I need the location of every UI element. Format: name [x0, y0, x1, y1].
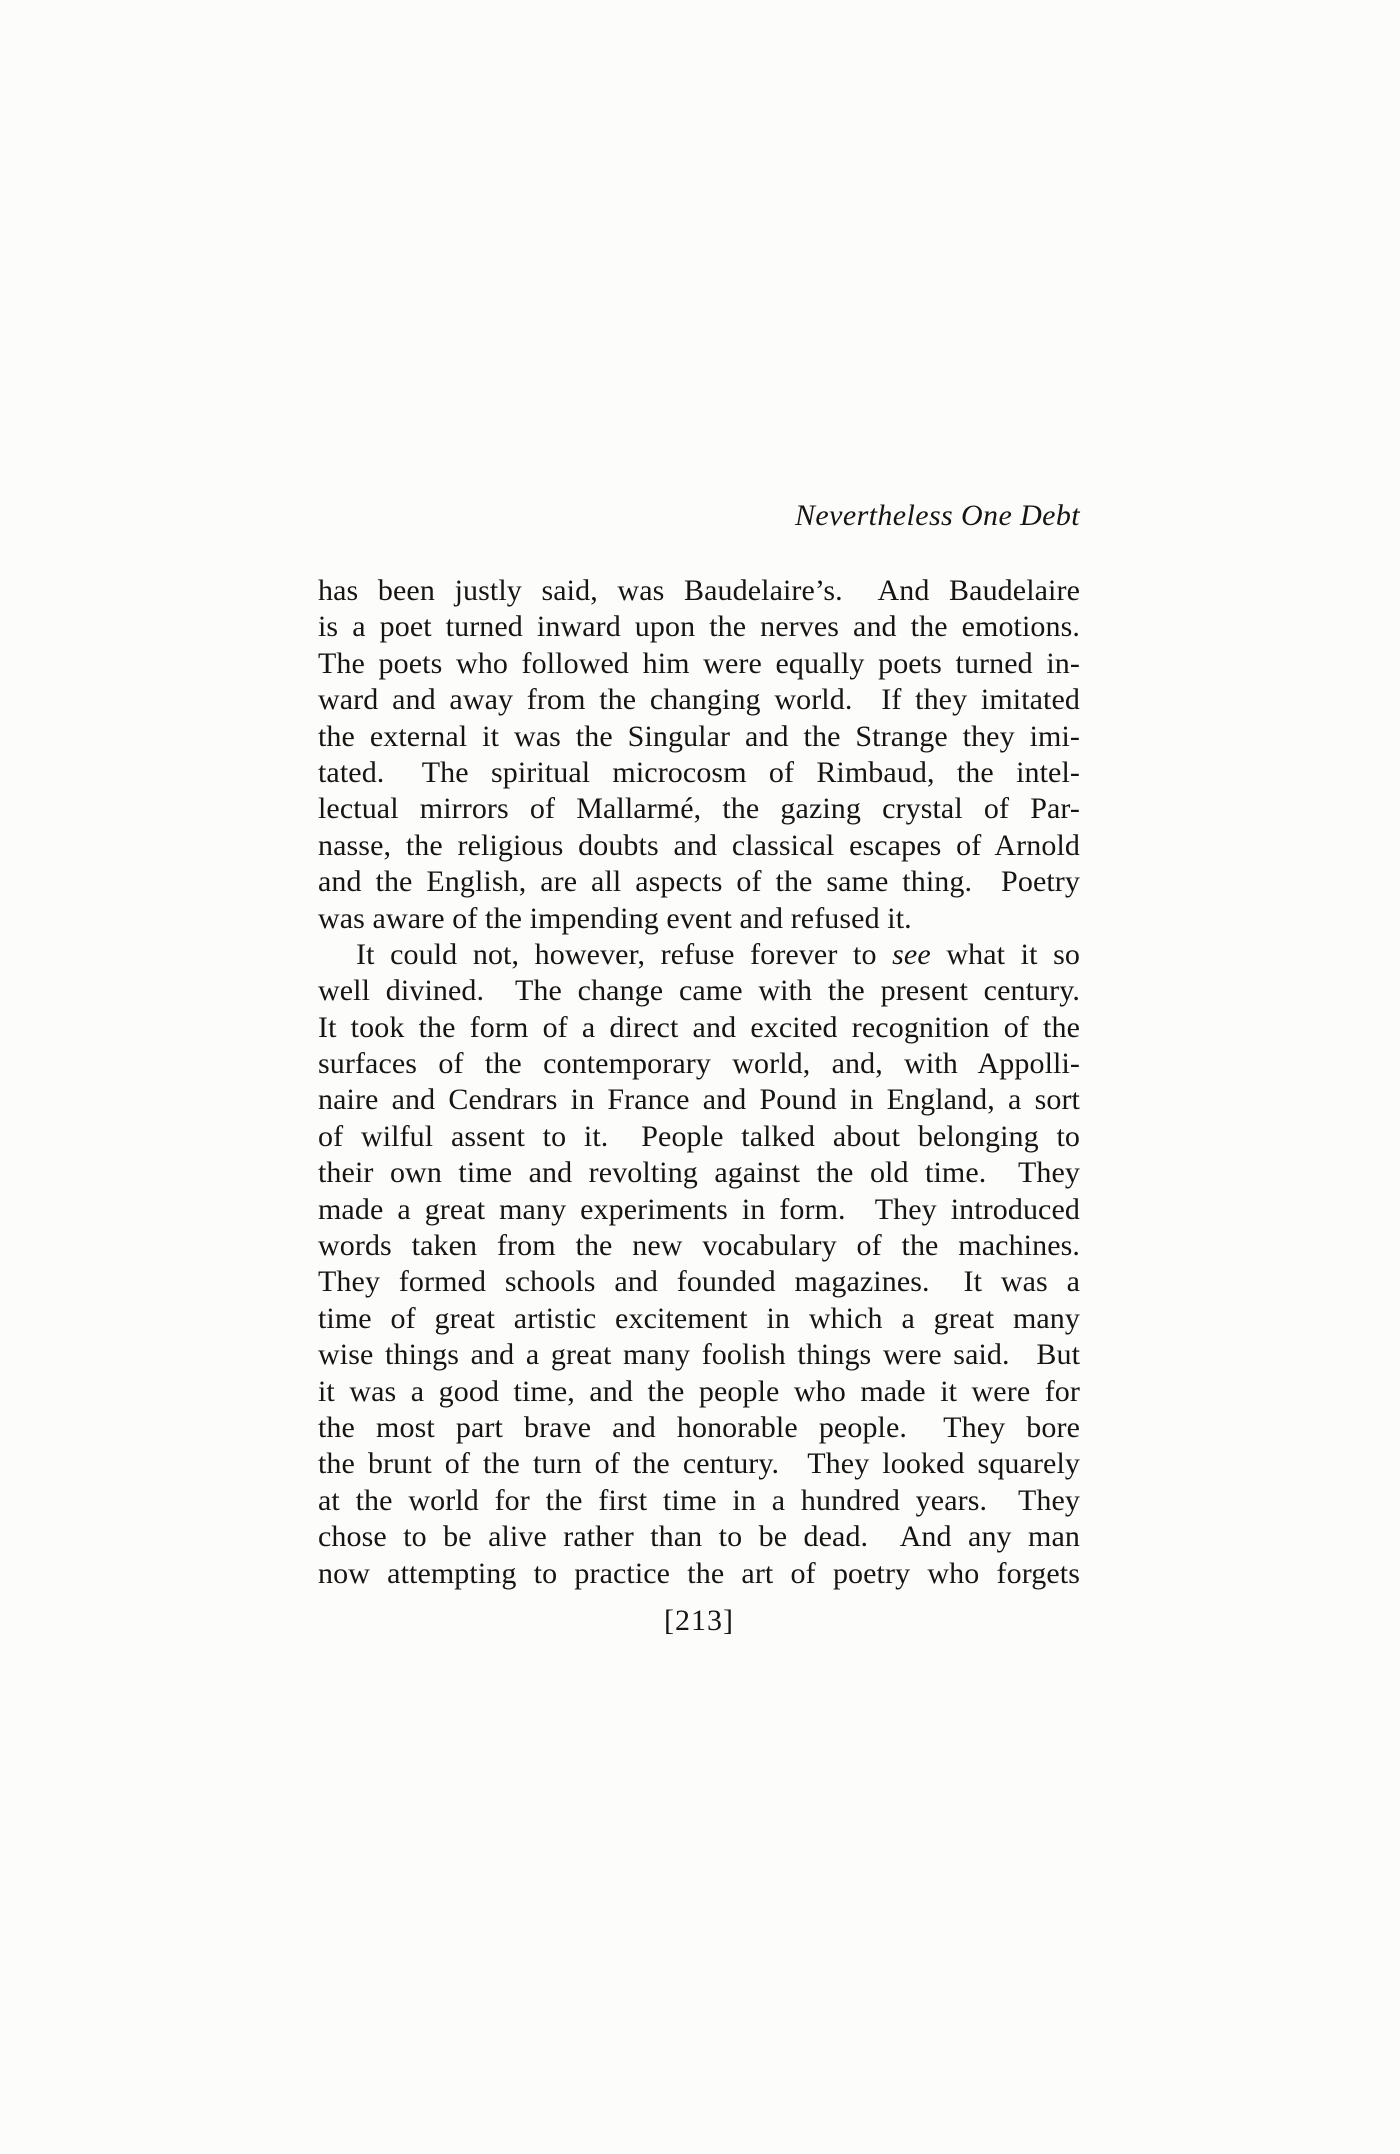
text-run: see: [892, 937, 931, 971]
text-line: [318, 1046, 1080, 1082]
text-line: [318, 1446, 1080, 1482]
body-text: [318, 573, 1080, 1592]
text-run: made a great many experiments in form. They introduced: [318, 1192, 1080, 1226]
text-line: [318, 646, 1080, 682]
text-line: [318, 609, 1080, 645]
text-run: surfaces of the contemporary world, and, with Appolli-: [318, 1047, 1080, 1081]
text-line: [318, 755, 1080, 791]
text-run: well divined. The change came with the present century.: [318, 974, 1080, 1008]
text-line: [318, 937, 1080, 973]
text-line: [318, 1483, 1080, 1519]
running-header: Nevertheless One Debt: [795, 499, 1080, 532]
text-run: It took the form of a direct and excited recognition of the: [318, 1010, 1080, 1044]
text-line: [318, 1192, 1080, 1228]
text-run: They formed schools and founded magazines. It was a: [318, 1265, 1080, 1299]
text-line: [318, 1119, 1080, 1155]
text-line: [318, 901, 1080, 937]
text-line: [318, 719, 1080, 755]
page-number: [213]: [664, 1604, 734, 1637]
text-run: wise things and a great many foolish things were said. But: [318, 1338, 1080, 1372]
text-run: words taken from the new vocabulary of the machines.: [318, 1229, 1080, 1263]
text-run: is a poet turned inward upon the nerves and the emotions.: [318, 610, 1080, 644]
text-run: It could not, however, refuse forever to: [356, 937, 893, 971]
text-run: the external it was the Singular and the Strange they imi-: [318, 719, 1080, 753]
text-run: the brunt of the turn of the century. They looked squarely: [318, 1447, 1080, 1481]
text-run: nasse, the religious doubts and classical escapes of Arnold: [318, 828, 1080, 862]
text-line: [318, 1082, 1080, 1118]
text-run: The poets who followed him were equally poets turned in-: [318, 646, 1080, 680]
text-line: [318, 1155, 1080, 1191]
text-line: [318, 682, 1080, 718]
text-run: at the world for the first time in a hundred years. They: [318, 1483, 1080, 1517]
text-run: lectual mirrors of Mallarmé, the gazing crystal of Par-: [318, 792, 1080, 826]
text-run: has been justly said, was Baudelaire’s. And Baudelaire: [318, 574, 1080, 607]
text-run: naire and Cendrars in France and Pound in England, a sort: [318, 1083, 1080, 1117]
text-line: [318, 1519, 1080, 1555]
text-line: [318, 864, 1080, 900]
text-line: [318, 573, 1080, 609]
text-run: tated. The spiritual microcosm of Rimbaud, the intel-: [318, 755, 1080, 789]
text-line: [318, 1228, 1080, 1264]
text-run: and the English, are all aspects of the same thing. Poetry: [318, 865, 1080, 899]
text-run: was aware of the impending event and refused it.: [318, 901, 912, 935]
text-run: it was a good time, and the people who made it were for: [318, 1374, 1080, 1408]
text-run: their own time and revolting against the old time. They: [318, 1156, 1080, 1190]
text-line: [318, 828, 1080, 864]
text-run: what it so: [930, 937, 1080, 971]
text-line: [318, 973, 1080, 1009]
text-run: ward and away from the changing world. If they imitated: [318, 683, 1080, 717]
text-run: the most part brave and honorable people. They bore: [318, 1410, 1080, 1444]
text-line: [318, 1301, 1080, 1337]
text-run: time of great artistic excitement in which a great many: [318, 1301, 1080, 1335]
text-line: [318, 1556, 1080, 1592]
text-run: now attempting to practice the art of poetry who forgets: [318, 1556, 1080, 1590]
text-line: [318, 1410, 1080, 1446]
text-line: [318, 1374, 1080, 1410]
text-line: [318, 1337, 1080, 1373]
text-run: of wilful assent to it. People talked about belonging to: [318, 1119, 1080, 1153]
text-line: [318, 1264, 1080, 1300]
text-run: chose to be alive rather than to be dead. And any man: [318, 1520, 1080, 1554]
text-line: [318, 791, 1080, 827]
text-line: [318, 1010, 1080, 1046]
